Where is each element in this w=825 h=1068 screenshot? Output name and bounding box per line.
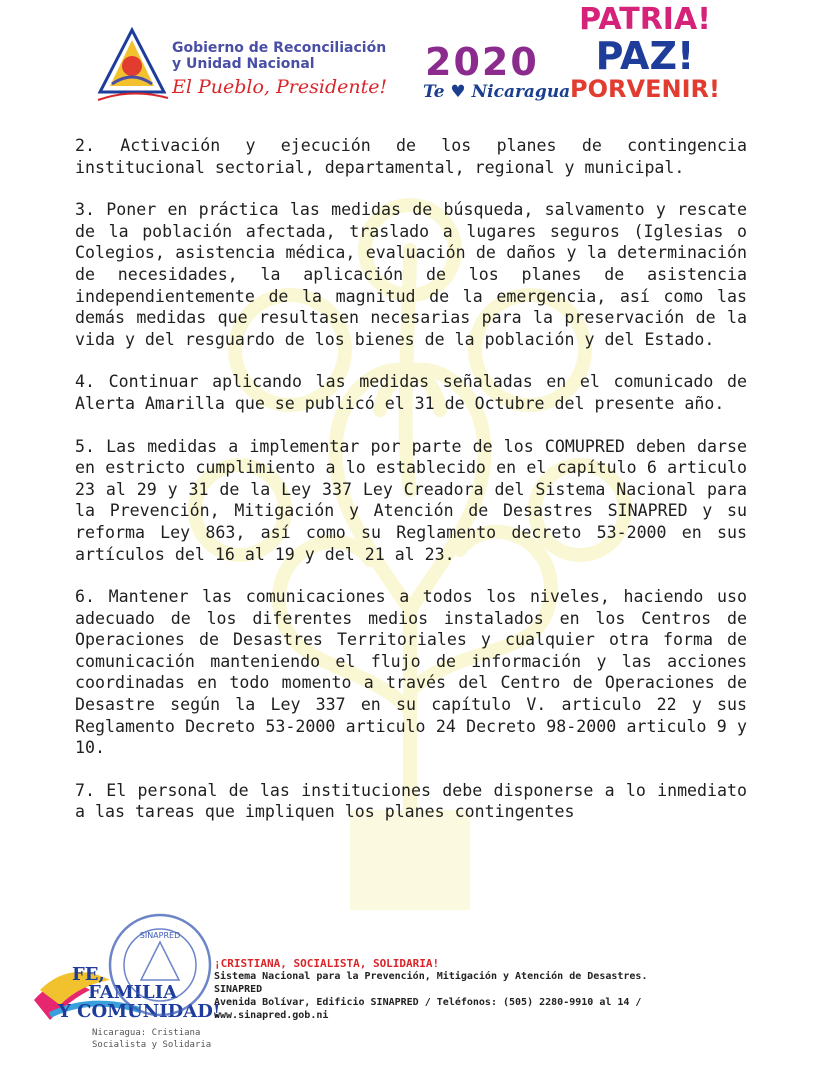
year-2020-logo: 2020 xyxy=(425,40,539,84)
document-body xyxy=(75,135,747,844)
paragraph-7: 7. El personal de las instituciones debe disponerse a lo inmediato a las tareas que impliquen los planes contingentes xyxy=(75,780,747,822)
sinapred-seal-stamp xyxy=(105,910,215,1020)
footer-motto: ¡CRISTIANA, SOCIALISTA, SOLIDARIA! xyxy=(214,957,440,970)
seal-text: SINAPRED xyxy=(139,931,181,940)
patria-paz-porvenir-logo xyxy=(570,2,720,104)
government-slogan: El Pueblo, Presidente! xyxy=(172,76,388,98)
government-name-line-1: Gobierno de Reconciliación xyxy=(172,40,387,56)
paragraph-4: 4. Continuar aplicando las medidas señaladas en el comunicado de Alerta Amarilla que se publicó el 31 de Octubre del presente año. xyxy=(75,372,747,413)
footer-small-slogan xyxy=(92,1027,211,1051)
te-amo-nicaragua-logo: Te ♥ Nicaragua xyxy=(423,82,571,102)
paragraph-5: 5. Las medidas a implementar por parte de los COMUPRED deben darse en estricto cumplimiento a lo establecido en el capítulo 6 articulo 23 al 29 y 31 de la Ley 337 Ley Creadora del Sistema Nacional para la Prevención, Mitigación y Atención de Desastres SINAPRED y su reforma Ley 863, así como su Reglamento decreto 53-2000 en sus artículos del 16 al 19 y del 21 al 23. xyxy=(75,436,747,564)
paragraph-3: 3. Poner en práctica las medidas de búsqueda, salvamento y rescate de la población afectada, traslado a lugares seguros (Iglesias o Colegios, asistencia médica, evaluación de daños y la determinación de necesidades, la aplicación de los planes de asistencia independientemente de la magnitud de la emergencia, así como las demás medidas que resultasen necesarias para la preservación de la vida y del resguardo de los bienes de la población y del Estado. xyxy=(75,200,747,349)
footer-organization: Sistema Nacional para la Prevención, Mitigación y Atención de Desastres. xyxy=(214,971,648,982)
government-emblem-icon xyxy=(92,26,172,104)
fe-text: FE, xyxy=(72,964,105,985)
footer-small-line-1: Nicaragua: Cristiana xyxy=(92,1028,201,1038)
patria-text: PATRIA! xyxy=(579,2,711,37)
footer-acronym: SINAPRED xyxy=(214,984,263,995)
footer-contact-info xyxy=(214,957,647,1022)
paragraph-2: 2. Activación y ejecución de los planes de contingencia institucional sectorial, departamental, regional y municipal. xyxy=(75,136,747,177)
government-name-block xyxy=(172,40,387,98)
footer-website: www.sinapred.gob.ni xyxy=(214,1010,329,1021)
familia-text: FAMILIA xyxy=(88,982,178,1003)
letterhead xyxy=(0,0,825,120)
footer-address: Avenida Bolívar, Edificio SINAPRED / Teléfonos: (505) 2280-9910 al 14 / xyxy=(214,997,642,1008)
y-comunidad-text: Y COMUNIDAD! xyxy=(58,1001,221,1022)
letter-footer xyxy=(0,905,825,1068)
footer-small-line-2: Socialista y Solidaria xyxy=(92,1040,212,1050)
porvenir-text: PORVENIR! xyxy=(570,75,720,103)
government-name-line-2: y Unidad Nacional xyxy=(172,56,315,72)
paz-text: PAZ! xyxy=(595,34,695,78)
paragraph-6: 6. Mantener las comunicaciones a todos los niveles, haciendo uso adecuado de los diferentes medios instalados en los Centros de Operaciones de Desastres Territoriales y cualquier otra forma de comunicación manteniendo el flujo de información y las acciones coordinadas en todo momento a través del Centro de Operaciones de Desastre según la Ley 337 en su capítulo V. articulo 22 y sus Reglamento Decreto 53-2000 articulo 24 Decreto 98-2000 articulo 9 y 10. xyxy=(75,587,747,758)
